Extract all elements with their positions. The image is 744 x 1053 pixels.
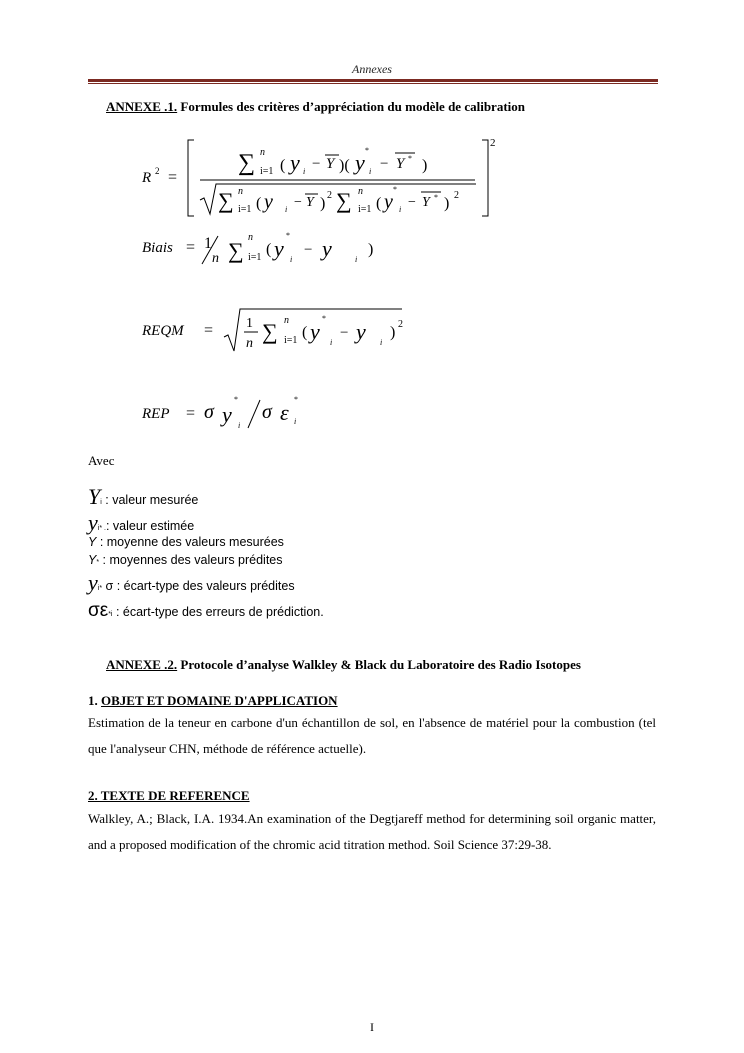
svg-text:n: n bbox=[212, 251, 219, 266]
page-number: I bbox=[370, 1020, 374, 1034]
section1-heading bbox=[88, 693, 338, 709]
svg-text:−: − bbox=[312, 156, 321, 172]
section2-heading bbox=[88, 788, 250, 804]
annex1-label: ANNEXE .1. bbox=[106, 99, 178, 114]
svg-text:Biais: Biais bbox=[142, 240, 173, 256]
svg-text:2: 2 bbox=[490, 137, 496, 149]
svg-text:y: y bbox=[322, 236, 332, 261]
legend-text: σ : écart-type des valeurs prédites bbox=[102, 579, 295, 593]
svg-text:*: * bbox=[286, 231, 290, 240]
formula-reqm bbox=[140, 305, 420, 360]
formula-rep bbox=[140, 394, 340, 443]
svg-text:y: y bbox=[310, 319, 320, 344]
legend-text: : valeur mesurée bbox=[101, 493, 199, 507]
svg-text:y: y bbox=[264, 191, 273, 213]
svg-text:∑: ∑ bbox=[336, 188, 352, 213]
symbol-sub: *i bbox=[108, 611, 113, 618]
svg-text:2: 2 bbox=[398, 319, 403, 330]
symbol: y bbox=[88, 570, 98, 595]
svg-text:(: ( bbox=[256, 195, 262, 212]
svg-text:i: i bbox=[369, 167, 372, 176]
svg-text:y: y bbox=[384, 191, 393, 213]
svg-text:i=1: i=1 bbox=[284, 335, 298, 346]
svg-text:i: i bbox=[290, 255, 293, 264]
svg-text:*: * bbox=[393, 185, 397, 194]
svg-text:∑: ∑ bbox=[262, 319, 278, 344]
header-rule bbox=[88, 79, 658, 82]
legend-item-std-predicted bbox=[88, 570, 295, 596]
svg-text:−: − bbox=[340, 325, 349, 341]
svg-text:*: * bbox=[322, 314, 326, 323]
svg-text:i: i bbox=[399, 205, 402, 214]
svg-text:REP: REP bbox=[142, 406, 170, 422]
legend-item-measured bbox=[88, 484, 198, 510]
svg-text:i=1: i=1 bbox=[358, 204, 372, 215]
svg-text:=: = bbox=[204, 322, 214, 339]
legend-item-std-errors bbox=[88, 600, 324, 622]
legend-item-mean-measured bbox=[88, 535, 284, 549]
svg-text:): ) bbox=[320, 195, 326, 212]
svg-text:−: − bbox=[380, 156, 389, 172]
svg-text:i: i bbox=[285, 205, 288, 214]
svg-text:n: n bbox=[260, 147, 265, 158]
running-header: Annexes bbox=[352, 62, 392, 76]
svg-text:)(: )( bbox=[339, 157, 350, 174]
section1-number: 1. bbox=[88, 693, 101, 708]
svg-text:n: n bbox=[284, 315, 289, 326]
svg-text:i: i bbox=[238, 421, 241, 430]
annex1-heading: Formules des critères d’appréciation du modèle de calibration bbox=[180, 99, 525, 114]
svg-text:−: − bbox=[408, 195, 416, 210]
annex2-heading: Protocole d’analyse Walkley & Black du Laboratoire des Radio Isotopes bbox=[180, 657, 581, 672]
formula-r2-svg bbox=[140, 128, 520, 220]
section2-title: . TEXTE DE REFERENCE bbox=[94, 788, 250, 803]
legend-text: : valeur estimée bbox=[105, 519, 195, 533]
symbol: y bbox=[88, 510, 98, 535]
header-rule-thin bbox=[88, 83, 658, 84]
svg-text:): ) bbox=[422, 157, 428, 174]
svg-text:Y: Y bbox=[396, 156, 405, 172]
svg-text:): ) bbox=[368, 241, 374, 258]
svg-text:∑: ∑ bbox=[238, 150, 256, 176]
svg-text:Y: Y bbox=[306, 195, 314, 210]
annex2-title bbox=[106, 657, 581, 673]
svg-text:y: y bbox=[222, 402, 232, 427]
svg-text:R: R bbox=[142, 170, 152, 186]
svg-text:−: − bbox=[294, 195, 302, 210]
svg-text:∑: ∑ bbox=[218, 188, 234, 213]
svg-text:y: y bbox=[274, 236, 284, 261]
svg-text:(: ( bbox=[302, 324, 308, 341]
symbol-sub: * bbox=[96, 559, 100, 566]
svg-text:−: − bbox=[304, 242, 313, 258]
svg-text:=: = bbox=[186, 405, 196, 422]
svg-text:σ: σ bbox=[262, 401, 272, 423]
section2-body: Walkley, A.; Black, I.A. 1934.An examination of the Degtjareff method for determining soil organic matter, and a proposed modification of the chromic acid titration method. Soil Science 37:29-38. bbox=[88, 811, 656, 852]
svg-text:(: ( bbox=[376, 195, 382, 212]
svg-text:i: i bbox=[294, 417, 297, 426]
symbol: σε bbox=[88, 600, 109, 621]
svg-text:=: = bbox=[168, 169, 178, 186]
formula-biais bbox=[140, 228, 400, 277]
svg-text:n: n bbox=[246, 336, 253, 351]
formula-rep-svg bbox=[140, 394, 340, 438]
svg-text:i: i bbox=[355, 255, 358, 264]
svg-text:2: 2 bbox=[454, 190, 459, 201]
svg-text:y: y bbox=[356, 319, 366, 344]
svg-text:i: i bbox=[380, 338, 383, 347]
legend-text: : moyennes des valeurs prédites bbox=[99, 553, 283, 567]
svg-text:Y: Y bbox=[422, 195, 430, 210]
svg-text:y: y bbox=[290, 150, 300, 175]
svg-text:i=1: i=1 bbox=[248, 252, 262, 263]
svg-text:1: 1 bbox=[246, 316, 253, 331]
svg-text:(: ( bbox=[266, 241, 272, 258]
svg-text:ε: ε bbox=[280, 400, 289, 425]
symbol: Y bbox=[88, 535, 97, 549]
svg-text:): ) bbox=[444, 195, 450, 212]
svg-text:n: n bbox=[248, 232, 253, 243]
formula-reqm-svg bbox=[140, 305, 420, 355]
svg-text:n: n bbox=[358, 186, 363, 197]
svg-text:Y: Y bbox=[326, 156, 335, 172]
annex2-label: ANNEXE .2. bbox=[106, 657, 178, 672]
formula-r2 bbox=[140, 128, 520, 225]
svg-text:n: n bbox=[238, 186, 243, 197]
legend-intro: Avec bbox=[88, 453, 115, 468]
symbol-sub: i* . bbox=[97, 525, 106, 532]
svg-text:1: 1 bbox=[204, 235, 212, 252]
svg-text:i: i bbox=[330, 338, 333, 347]
annex1-title bbox=[106, 99, 525, 115]
svg-text:2: 2 bbox=[155, 166, 160, 176]
svg-text:REQM: REQM bbox=[142, 323, 184, 339]
legend-text: : moyenne des valeurs mesurées bbox=[96, 535, 284, 549]
svg-text:*: * bbox=[408, 154, 412, 163]
symbol-sub: i bbox=[100, 499, 102, 506]
svg-text:i=1: i=1 bbox=[238, 204, 252, 215]
section1-body: Estimation de la teneur en carbone d'un échantillon de sol, en l'absence de matériel pour la combustion (tel que l'analyseur CHN, méthode de référence actuelle). bbox=[88, 715, 656, 756]
svg-text:*: * bbox=[365, 146, 369, 155]
symbol: Y bbox=[88, 553, 97, 567]
symbol-sub: i* bbox=[97, 585, 103, 592]
formula-biais-svg bbox=[140, 228, 400, 272]
svg-text:2: 2 bbox=[327, 190, 332, 201]
section2-number: 2 bbox=[88, 788, 95, 803]
svg-text:i=1: i=1 bbox=[260, 166, 274, 177]
svg-text:(: ( bbox=[280, 157, 286, 174]
svg-text:*: * bbox=[434, 193, 438, 202]
svg-text:*: * bbox=[234, 395, 238, 404]
svg-text:∑: ∑ bbox=[228, 238, 244, 263]
legend-text: : écart-type des erreurs de prédiction. bbox=[112, 605, 324, 619]
svg-text:*: * bbox=[294, 395, 298, 404]
svg-text:y: y bbox=[355, 150, 365, 175]
section1-title: OBJET ET DOMAINE D'APPLICATION bbox=[101, 693, 338, 708]
svg-text:): ) bbox=[390, 324, 396, 341]
symbol: Y bbox=[88, 484, 101, 509]
legend-item-estimated bbox=[88, 510, 194, 536]
svg-text:i: i bbox=[303, 167, 306, 176]
svg-text:=: = bbox=[186, 239, 196, 256]
svg-text:σ: σ bbox=[204, 401, 214, 423]
legend-item-mean-predicted bbox=[88, 553, 283, 567]
